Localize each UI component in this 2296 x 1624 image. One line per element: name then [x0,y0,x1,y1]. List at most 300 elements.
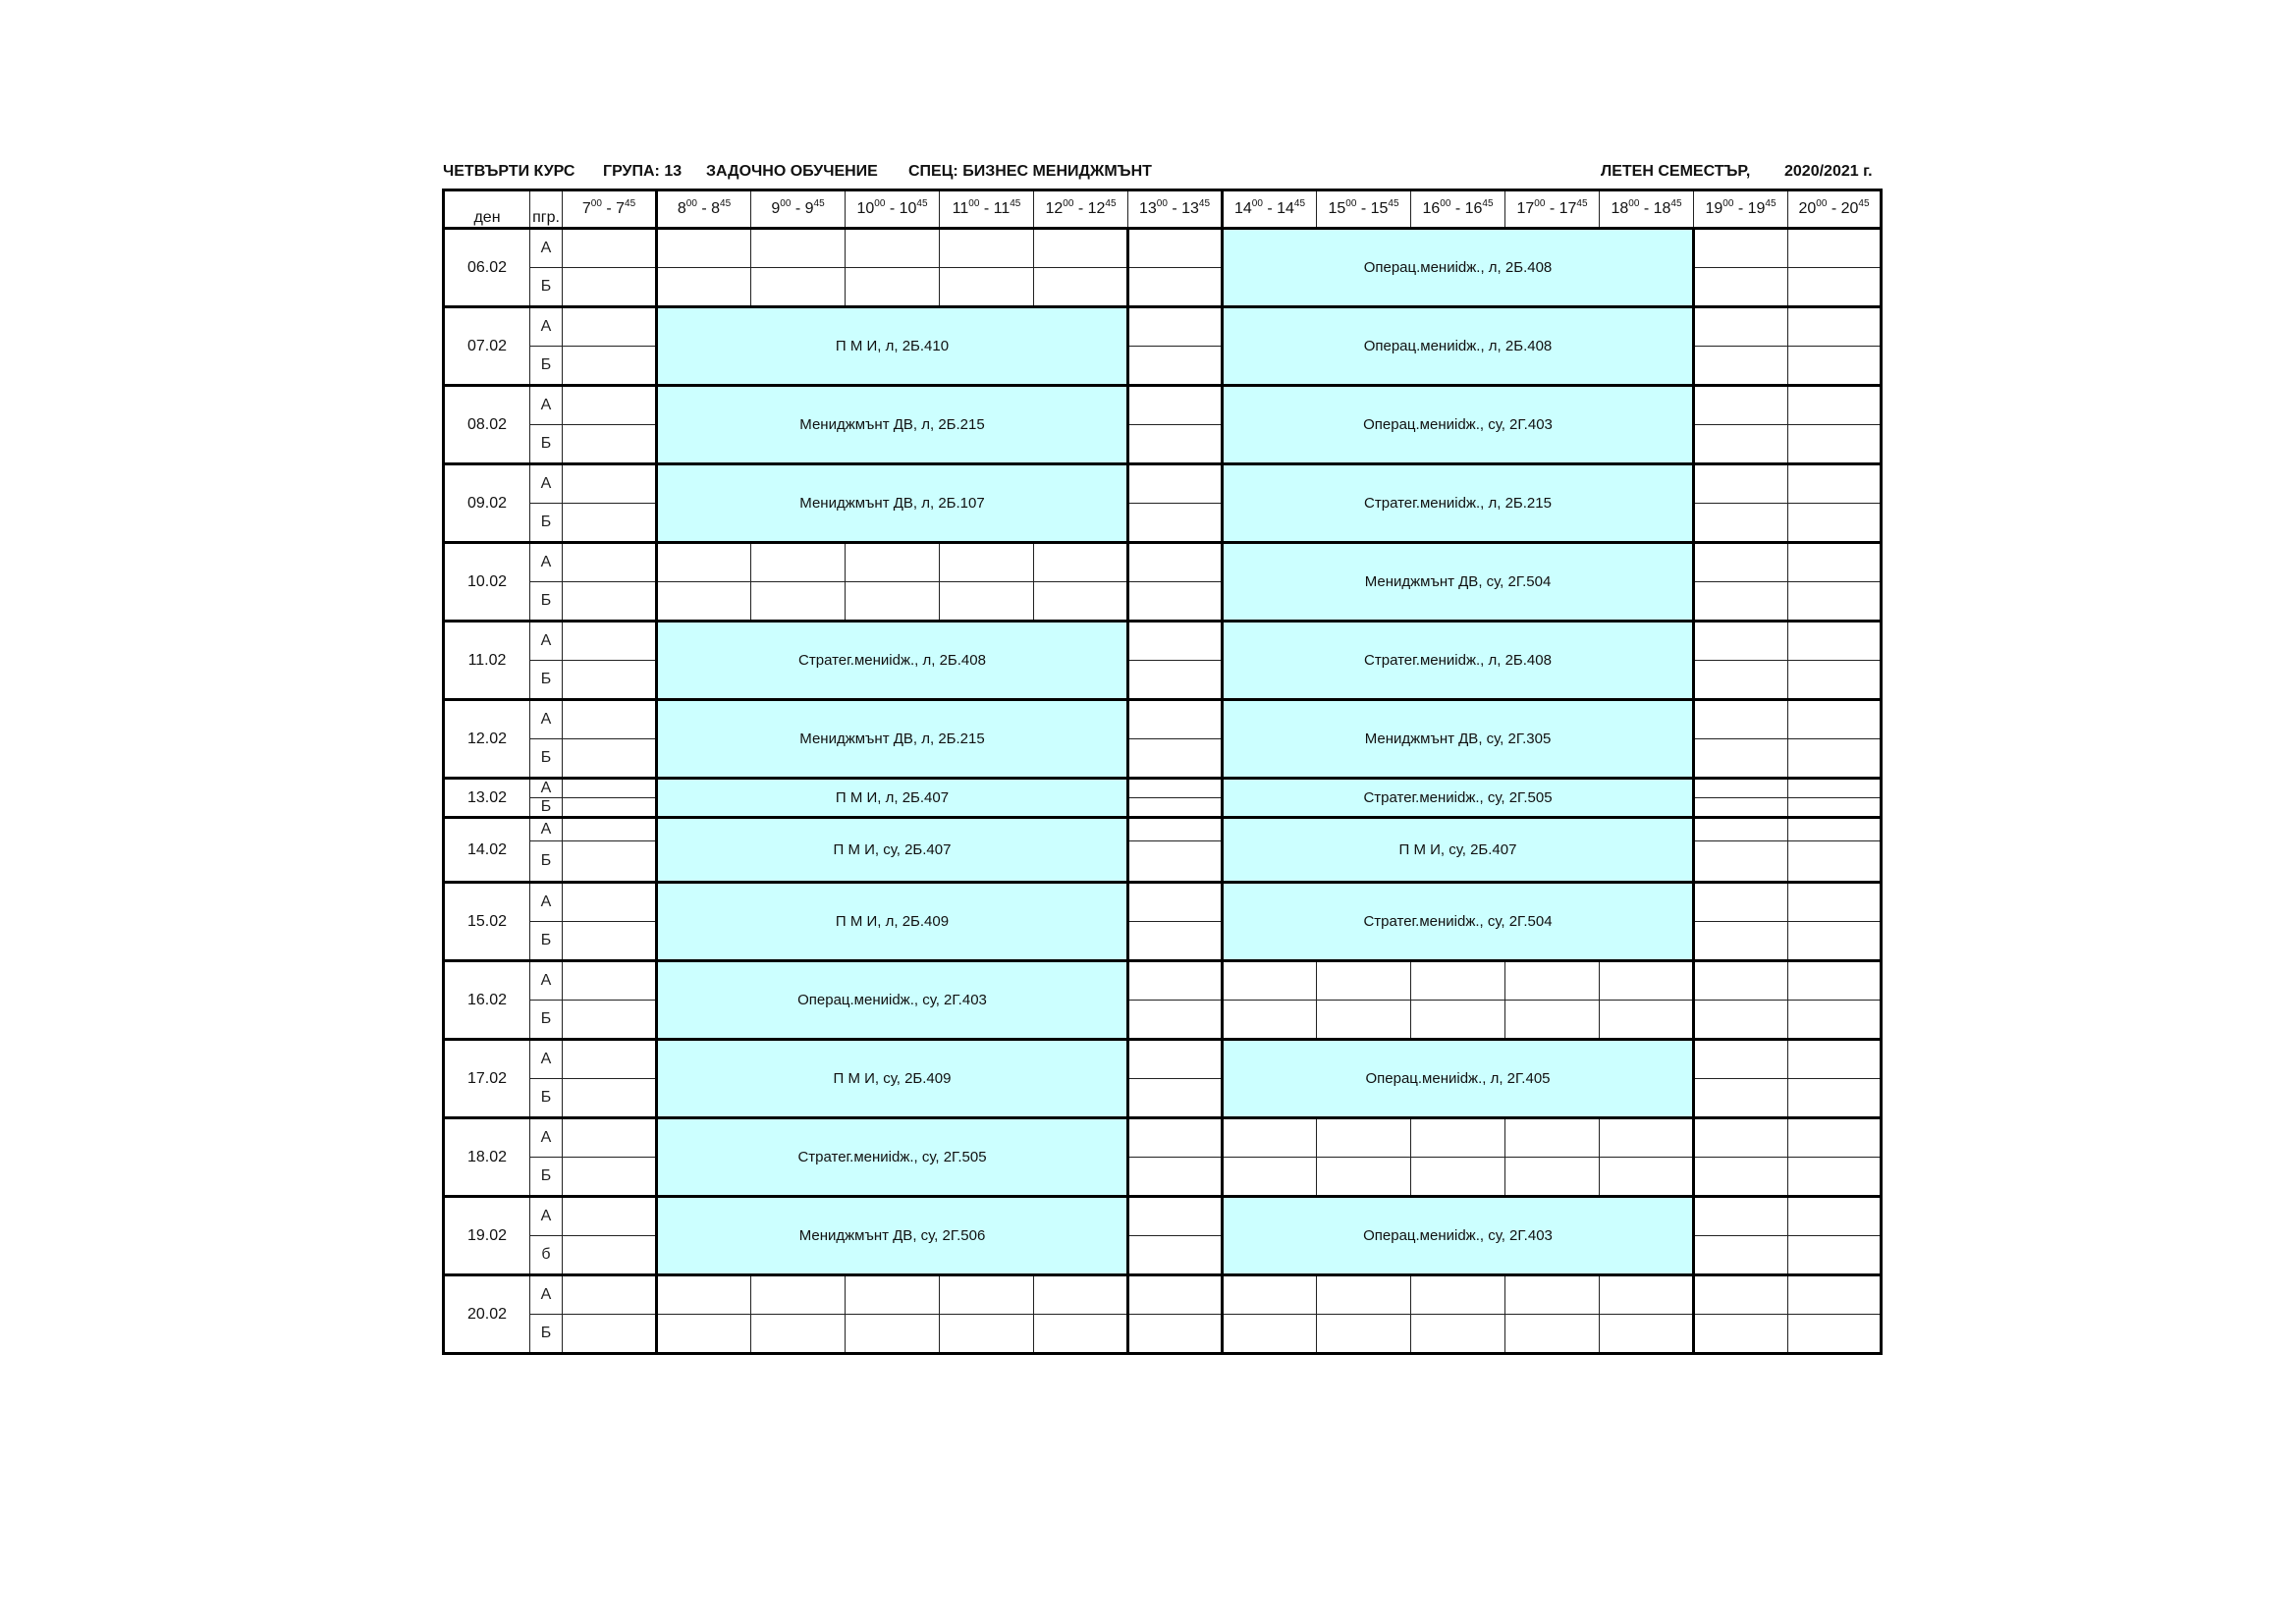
subgroup-b-cell: Б [530,582,563,622]
empty-slot-cell [657,543,751,582]
time-part: 00 [1251,198,1263,209]
subgroup-a-cell: А [530,779,563,798]
empty-slot-cell [1694,1315,1788,1354]
time-part: 8 [711,200,721,217]
empty-slot-cell [563,779,657,798]
morning-class-block[interactable]: П М И, л, 2Б.410 [657,307,1128,386]
empty-slot-cell [751,543,846,582]
empty-slot-cell [1788,779,1882,798]
empty-slot-cell [1694,1001,1788,1040]
time-part: 45 [1293,198,1306,209]
subgroup-a-cell: А [530,961,563,1001]
empty-slot-cell [1128,504,1223,543]
day-row-a [444,543,1882,582]
empty-slot-cell [1788,1158,1882,1197]
empty-slot-cell [1694,464,1788,504]
date-cell: 20.02 [444,1275,530,1354]
empty-slot-cell [751,268,846,307]
empty-slot-cell [563,1001,657,1040]
empty-slot-cell [1788,1001,1882,1040]
date-cell: 17.02 [444,1040,530,1118]
day-row-a [444,386,1882,425]
empty-slot-cell [1128,1275,1223,1315]
empty-slot-cell [1600,961,1694,1001]
empty-slot-cell [1788,700,1882,739]
empty-slot-cell [1223,1158,1317,1197]
empty-slot-cell [1788,307,1882,347]
time-part: - [1545,200,1559,217]
empty-slot-cell [1034,229,1128,268]
empty-slot-cell [1128,922,1223,961]
subgroup-b-cell: Б [530,841,563,883]
empty-slot-cell [1317,961,1411,1001]
morning-class-block[interactable]: Стратег.мениidж., л, 2Б.408 [657,622,1128,700]
empty-slot-cell [1788,622,1882,661]
empty-slot-cell [1505,1275,1600,1315]
empty-slot-cell [1694,504,1788,543]
empty-slot-cell [1694,841,1788,883]
date-cell: 13.02 [444,779,530,818]
empty-slot-cell [940,268,1034,307]
time-part: 12 [1045,200,1064,217]
time-part: 00 [1156,198,1168,209]
time-slot-header [1694,190,1788,229]
empty-slot-cell [940,229,1034,268]
empty-slot-cell [1128,1079,1223,1118]
empty-slot-cell [1128,464,1223,504]
empty-slot-cell [940,543,1034,582]
empty-slot-cell [1223,961,1317,1001]
empty-slot-cell [1317,1275,1411,1315]
subgroup-a-cell: А [530,464,563,504]
empty-slot-cell [1128,543,1223,582]
empty-slot-cell [563,700,657,739]
empty-slot-cell [1788,582,1882,622]
empty-slot-cell [563,883,657,922]
empty-slot-cell [1788,1118,1882,1158]
empty-slot-cell [1128,818,1223,841]
afternoon-class-block[interactable]: П М И, су, 2Б.407 [1223,818,1694,883]
empty-slot-cell [1788,739,1882,779]
time-slot-header [751,190,846,229]
empty-slot-cell [1694,798,1788,818]
subgroup-b-cell: Б [530,1158,563,1197]
time-part: 10 [856,200,875,217]
empty-slot-cell [1411,1158,1505,1197]
empty-slot-cell [563,1118,657,1158]
empty-slot-cell [846,229,940,268]
empty-slot-cell [1788,883,1882,922]
afternoon-class-block[interactable]: Операц.мениidж., л, 2Г.405 [1223,1040,1694,1118]
date-cell: 11.02 [444,622,530,700]
subgroup-a-cell: А [530,818,563,841]
time-part: 20 [1840,200,1859,217]
time-part: - [1450,200,1465,217]
empty-slot-cell [751,582,846,622]
empty-slot-cell [1600,1315,1694,1354]
empty-slot-cell [1694,883,1788,922]
subgroup-b-cell: б [530,1236,563,1275]
time-part: - [601,200,617,217]
empty-slot-cell [563,543,657,582]
time-part: 15 [1328,200,1346,217]
time-slot-header [1411,190,1505,229]
morning-class-block[interactable]: Мениджмънт ДВ, л, 2Б.215 [657,386,1128,464]
day-row-a [444,818,1882,841]
date-cell: 09.02 [444,464,530,543]
empty-slot-cell [1694,622,1788,661]
day-column-header: ден [444,190,530,229]
empty-slot-cell [1128,425,1223,464]
empty-slot-cell [1034,582,1128,622]
subgroup-b-cell: Б [530,347,563,386]
time-part: 16 [1464,200,1483,217]
empty-slot-cell [1788,1315,1882,1354]
subgroup-b-cell: Б [530,922,563,961]
empty-slot-cell [1128,307,1223,347]
empty-slot-cell [563,464,657,504]
empty-slot-cell [657,229,751,268]
empty-slot-cell [1411,1315,1505,1354]
empty-slot-cell [1694,1079,1788,1118]
time-part: 00 [1534,198,1546,209]
empty-slot-cell [1694,582,1788,622]
day-row-a [444,464,1882,504]
time-slot-header [1600,190,1694,229]
time-part: 45 [1576,198,1588,209]
date-cell: 06.02 [444,229,530,307]
time-part: 19 [1747,200,1766,217]
subgroup-a-cell: А [530,622,563,661]
time-part: 00 [874,198,886,209]
empty-slot-cell [563,425,657,464]
schedule-table [442,189,1883,1355]
empty-slot-cell [1788,661,1882,700]
empty-slot-cell [1694,1158,1788,1197]
empty-slot-cell [563,347,657,386]
empty-slot-cell [563,798,657,818]
subgroup-b-cell: Б [530,798,563,818]
subgroup-a-cell: А [530,1040,563,1079]
empty-slot-cell [1788,798,1882,818]
study-mode-label: ЗАДОЧНО ОБУЧЕНИЕ [706,163,878,180]
afternoon-class-block[interactable]: Стратег.мениidж., л, 2Б.408 [1223,622,1694,700]
time-slot-header [563,190,657,229]
empty-slot-cell [1788,386,1882,425]
afternoon-class-block[interactable]: Мениджмънт ДВ, су, 2Г.504 [1223,543,1694,622]
afternoon-class-block[interactable]: Стратег.мениidж., су, 2Г.505 [1223,779,1694,818]
time-part: 00 [1628,198,1640,209]
date-cell: 16.02 [444,961,530,1040]
time-part: - [1073,200,1088,217]
time-part: 00 [780,198,792,209]
empty-slot-cell [1128,661,1223,700]
semester-label: ЛЕТЕН СЕМЕСТЪР, [1601,163,1751,180]
empty-slot-cell [1128,841,1223,883]
time-part: - [1262,200,1278,217]
day-row-a [444,1040,1882,1079]
afternoon-class-block[interactable]: Стратег.мениidж., л, 2Б.215 [1223,464,1694,543]
date-cell: 12.02 [444,700,530,779]
empty-slot-cell [563,922,657,961]
subgroup-b-cell: Б [530,504,563,543]
empty-slot-cell [1128,1236,1223,1275]
day-row-a [444,307,1882,347]
day-row-a [444,622,1882,661]
time-part: 11 [952,200,969,217]
empty-slot-cell [1788,425,1882,464]
afternoon-class-block[interactable]: Операц.мениidж., л, 2Б.408 [1223,229,1694,307]
empty-slot-cell [1788,543,1882,582]
date-cell: 07.02 [444,307,530,386]
subgroup-b-cell: Б [530,661,563,700]
empty-slot-cell [1694,779,1788,798]
time-part: 45 [1765,198,1777,209]
day-row-a [444,1275,1882,1315]
date-cell: 15.02 [444,883,530,961]
time-part: - [791,200,805,217]
time-part: - [1167,200,1182,217]
empty-slot-cell [563,582,657,622]
day-row-a [444,1118,1882,1158]
time-part: 14 [1233,200,1252,217]
empty-slot-cell [1128,229,1223,268]
empty-slot-cell [1128,798,1223,818]
empty-slot-cell [657,268,751,307]
empty-slot-cell [1128,883,1223,922]
afternoon-class-block[interactable]: Операц.мениidж., су, 2Г.403 [1223,1197,1694,1275]
time-part: 00 [685,198,697,209]
empty-slot-cell [846,268,940,307]
day-row-a [444,1197,1882,1236]
time-part: 10 [899,200,917,217]
empty-slot-cell [1223,1001,1317,1040]
morning-class-block[interactable]: Операц.мениidж., су, 2Г.403 [657,961,1128,1040]
time-slot-header [1317,190,1411,229]
subgroup-b-cell: Б [530,268,563,307]
time-part: 45 [1010,198,1021,209]
empty-slot-cell [1694,1040,1788,1079]
time-part: 7 [581,200,591,217]
empty-slot-cell [1694,700,1788,739]
time-part: - [979,200,994,217]
day-row-a [444,229,1882,268]
empty-slot-cell [1600,1275,1694,1315]
empty-slot-cell [563,1079,657,1118]
empty-slot-cell [1505,1315,1600,1354]
time-part: 12 [1087,200,1106,217]
time-part: 13 [1181,200,1199,217]
empty-slot-cell [1694,543,1788,582]
time-part: 7 [616,200,626,217]
subgroup-a-cell: А [530,229,563,268]
morning-class-block[interactable]: П М И, л, 2Б.409 [657,883,1128,961]
date-cell: 19.02 [444,1197,530,1275]
time-part: 00 [1722,198,1734,209]
empty-slot-cell [1788,229,1882,268]
empty-slot-cell [1128,1315,1223,1354]
morning-class-block[interactable]: Мениджмънт ДВ, л, 2Б.107 [657,464,1128,543]
time-part: 8 [677,200,686,217]
time-part: 45 [1388,198,1399,209]
subgroup-b-cell: Б [530,1315,563,1354]
empty-slot-cell [846,543,940,582]
subgroup-b-cell: Б [530,739,563,779]
empty-slot-cell [1788,347,1882,386]
empty-slot-cell [1128,1197,1223,1236]
empty-slot-cell [1694,1118,1788,1158]
empty-slot-cell [1505,1158,1600,1197]
empty-slot-cell [1128,386,1223,425]
time-part: - [1733,200,1748,217]
header-row [444,190,1882,229]
subgroup-a-cell: А [530,1197,563,1236]
empty-slot-cell [1694,1197,1788,1236]
time-part: 14 [1277,200,1294,217]
empty-slot-cell [1034,1275,1128,1315]
empty-slot-cell [1788,504,1882,543]
subgroup-a-cell: А [530,543,563,582]
empty-slot-cell [1223,1315,1317,1354]
morning-class-block[interactable]: Мениджмънт ДВ, л, 2Б.215 [657,700,1128,779]
date-cell: 14.02 [444,818,530,883]
empty-slot-cell [1788,961,1882,1001]
morning-class-block[interactable]: П М И, су, 2Б.409 [657,1040,1128,1118]
empty-slot-cell [751,1315,846,1354]
day-row-a [444,779,1882,798]
morning-class-block[interactable]: П М И, су, 2Б.407 [657,818,1128,883]
empty-slot-cell [1788,464,1882,504]
empty-slot-cell [563,622,657,661]
empty-slot-cell [1694,268,1788,307]
empty-slot-cell [563,1236,657,1275]
afternoon-class-block[interactable]: Стратег.мениidж., су, 2Г.504 [1223,883,1694,961]
subgroup-a-cell: А [530,700,563,739]
empty-slot-cell [1600,1118,1694,1158]
empty-slot-cell [1128,1158,1223,1197]
subgroup-a-cell: А [530,883,563,922]
empty-slot-cell [1694,425,1788,464]
empty-slot-cell [563,961,657,1001]
empty-slot-cell [563,307,657,347]
empty-slot-cell [1694,818,1788,841]
empty-slot-cell [940,1315,1034,1354]
empty-slot-cell [563,229,657,268]
empty-slot-cell [751,229,846,268]
schedule-table-container [442,189,1880,1355]
empty-slot-cell [1128,582,1223,622]
empty-slot-cell [1788,1040,1882,1079]
empty-slot-cell [1694,307,1788,347]
time-part: 00 [1063,198,1074,209]
time-part: 45 [916,198,928,209]
time-part: - [1827,200,1841,217]
date-cell: 10.02 [444,543,530,622]
subgroup-b-cell: Б [530,1001,563,1040]
time-slot-header [1223,190,1317,229]
subgroup-b-cell: Б [530,1079,563,1118]
time-part: 18 [1653,200,1671,217]
time-part: 45 [625,198,636,209]
time-part: 00 [1345,198,1357,209]
empty-slot-cell [1128,779,1223,798]
academic-year-label: 2020/2021 г. [1784,163,1873,180]
empty-slot-cell [563,1315,657,1354]
day-row-a [444,700,1882,739]
empty-slot-cell [563,1275,657,1315]
empty-slot-cell [1034,268,1128,307]
time-part: - [885,200,900,217]
empty-slot-cell [1223,1275,1317,1315]
time-part: - [1639,200,1654,217]
empty-slot-cell [563,386,657,425]
empty-slot-cell [563,1197,657,1236]
empty-slot-cell [1788,1079,1882,1118]
time-part: 00 [590,198,602,209]
morning-class-block[interactable]: П М И, л, 2Б.407 [657,779,1128,818]
afternoon-class-block[interactable]: Мениджмънт ДВ, су, 2Г.305 [1223,700,1694,779]
time-part: 18 [1611,200,1629,217]
empty-slot-cell [1788,1275,1882,1315]
subgroup-b-cell: Б [530,425,563,464]
time-part: 15 [1370,200,1389,217]
empty-slot-cell [1694,347,1788,386]
time-part: 11 [993,200,1011,217]
empty-slot-cell [1128,739,1223,779]
time-part: 19 [1705,200,1723,217]
empty-slot-cell [563,739,657,779]
empty-slot-cell [846,1315,940,1354]
subgroup-a-cell: А [530,386,563,425]
empty-slot-cell [563,818,657,841]
time-part: - [696,200,712,217]
empty-slot-cell [1600,1001,1694,1040]
time-part: 9 [804,200,814,217]
time-slot-header [1128,190,1223,229]
empty-slot-cell [1411,1275,1505,1315]
empty-slot-cell [1223,1118,1317,1158]
empty-slot-cell [1128,961,1223,1001]
morning-class-block[interactable]: Мениджмънт ДВ, су, 2Г.506 [657,1197,1128,1275]
time-part: 00 [1816,198,1828,209]
empty-slot-cell [563,1040,657,1079]
time-part: 00 [1440,198,1451,209]
empty-slot-cell [1694,661,1788,700]
time-part: 17 [1516,200,1535,217]
time-part: 45 [1858,198,1870,209]
time-part: 17 [1558,200,1577,217]
subgroup-a-cell: А [530,1118,563,1158]
empty-slot-cell [1128,347,1223,386]
subgroup-a-cell: А [530,1275,563,1315]
empty-slot-cell [563,504,657,543]
time-part: 45 [1105,198,1117,209]
time-part: 9 [771,200,781,217]
empty-slot-cell [1694,1236,1788,1275]
time-slot-header [1788,190,1882,229]
morning-class-block[interactable]: Стратег.мениidж., су, 2Г.505 [657,1118,1128,1197]
empty-slot-cell [1034,1315,1128,1354]
empty-slot-cell [1411,1118,1505,1158]
afternoon-class-block[interactable]: Операц.мениidж., л, 2Б.408 [1223,307,1694,386]
empty-slot-cell [751,1275,846,1315]
empty-slot-cell [846,582,940,622]
empty-slot-cell [1317,1001,1411,1040]
afternoon-class-block[interactable]: Операц.мениidж., су, 2Г.403 [1223,386,1694,464]
empty-slot-cell [1317,1315,1411,1354]
empty-slot-cell [1411,1001,1505,1040]
empty-slot-cell [1788,1197,1882,1236]
